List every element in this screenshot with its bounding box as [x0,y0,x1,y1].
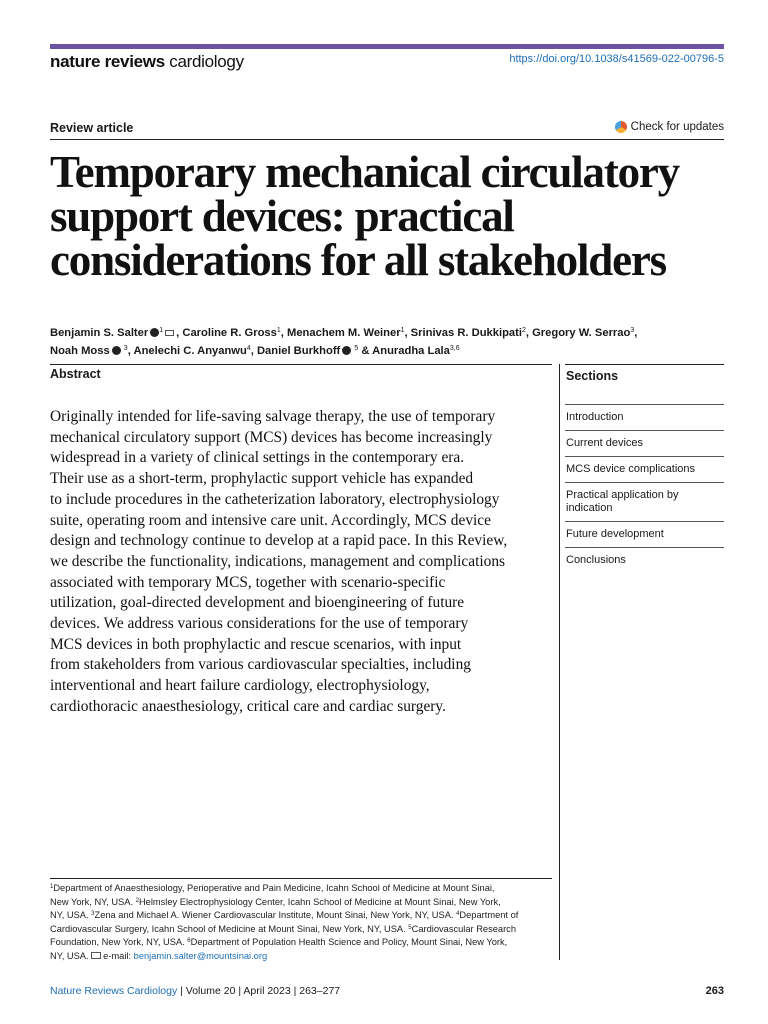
affiliations [50,882,555,964]
section-link-current-devices[interactable]: Current devices [565,430,724,456]
section-link-future-development[interactable]: Future development [565,521,724,547]
corresponding-email-link[interactable]: benjamin.salter@mountsinai.org [133,950,268,961]
abstract-line: Their use as a short-term, prophylactic support vehicle has expanded [50,470,474,488]
orcid-icon[interactable] [112,346,121,355]
title-line: Temporary mechanical circulatory [50,147,679,197]
author-name[interactable]: , Gregory W. Serrao [525,327,631,339]
author-name[interactable]: , Srinivas R. Dukkipati [404,327,522,339]
author-name[interactable]: & Anuradha Lala [358,345,450,357]
column-divider [559,364,560,960]
section-link-introduction[interactable]: Introduction [565,404,724,430]
affiliation-line: Foundation, New York, NY, USA. $^6$Department of Population Health Science and Policy, Mount Sinai, New York, [50,937,508,948]
abstract-line: we describe the functionality, indications, management and complications [50,552,506,570]
abstract-line: MCS devices in both prophylactic and rescue scenarios, with input [50,635,462,653]
section-link-practical-application[interactable]: Practical application by indication [565,482,724,521]
author-line: Noah Moss $^3$, Anelechi C. Anyanwu$^4$, Daniel Burkhoff $^5$ & Anuradha Lala$^{3,6}$ [50,345,460,357]
abstract-line: suite, operating room and intensive care unit. Accordingly, MCS device [50,511,491,529]
email-envelope-icon[interactable] [165,330,174,336]
check-updates-icon [615,121,627,133]
author-name[interactable]: Noah Moss [50,345,110,357]
abstract-text [50,407,554,718]
footer-journal-link[interactable]: Nature Reviews Cardiology [50,985,178,997]
author-name[interactable]: Benjamin S. Salter [50,327,149,339]
abstract-line: from stakeholders from various cardiovascular specialties, including [50,656,471,674]
orcid-icon[interactable] [150,328,159,337]
affiliation-line: NY, USA. e-mail: benjamin.salter@mountsinai.org [50,950,268,961]
abstract-line: to include procedures in the catheterization laboratory, electrophysiology [50,490,500,508]
author-name[interactable]: , Menachem M. Weiner [280,327,401,339]
check-updates-button[interactable] [615,121,724,133]
footer-citation: Nature Reviews Cardiology | Volume 20 | April 2023 | 263–277 [50,985,341,997]
abstract-line: cardiothoracic anaesthesiology, critical care and cardiac surgery. [50,697,446,715]
email-envelope-icon [91,952,101,959]
author-list [50,324,724,360]
abstract-line: devices. We address various considerations for the use of temporary [50,615,469,633]
orcid-icon[interactable] [342,346,351,355]
abstract-line: Originally intended for life-saving salvage therapy, the use of temporary [50,408,496,425]
author-name[interactable]: , Anelechi C. Anyanwu [127,345,247,357]
abstract-line: widespread in a variety of clinical settings in the contemporary era. [50,449,465,467]
author-name[interactable]: , Caroline R. Gross [176,327,277,339]
abstract-line: interventional and heart failure cardiology, electrophysiology, [50,677,430,695]
abstract-heading: Abstract [50,367,101,381]
affiliation-line: NY, USA. $^3$Zena and Michael A. Wiener Cardiovascular Institute, Mount Sinai, New York, NY, USA. $^4$Department of [50,910,519,921]
author-line: Benjamin S. Salter $^1$ , Caroline R. Gross$^1$, Menachem M. Weiner$^1$, Srinivas R. Dukkipati$^2$, Gregory W. Serrao$^3$, [50,327,638,339]
doi-link[interactable]: https://doi.org/10.1038/s41569-022-00796-5 [509,53,724,65]
sections-heading: Sections [566,369,619,383]
abstract-line: mechanical circulatory support (MCS) devices has become increasingly [50,428,493,446]
affiliation-line: New York, NY, USA. $^2$Helmsley Electrophysiology Center, Icahn School of Medicine at Mount Sinai, New York, [50,896,501,907]
article-title [50,147,724,285]
check-updates-label: Check for updates [630,121,724,133]
title-line: support devices: practical [50,191,514,241]
header-divider [50,139,724,140]
page-number: 263 [705,985,724,997]
affiliation-line: Cardiovascular Surgery, Icahn School of Medicine at Mount Sinai, New York, NY, USA. $^5$Cardiovascular Research [50,923,517,934]
title-line: considerations for all stakeholders [50,235,666,285]
article-type-label: Review article [50,121,134,135]
abstract-line: associated with temporary MCS, together with scenario-specific [50,573,446,591]
header-accent-bar [50,44,724,49]
author-name[interactable]: , Daniel Burkhoff [250,345,341,357]
abstract-line: design and technology continue to develop at a rapid pace. In this Review, [50,532,508,550]
journal-logo[interactable]: nature reviews cardiology [50,52,244,71]
section-link-complications[interactable]: MCS device complications [565,456,724,482]
footnote-divider [50,878,552,879]
affiliation-line: $^1$Department of Anaesthesiology, Perioperative and Pain Medicine, Icahn School of Medicine at Mount Sinai, [50,883,495,893]
sections-nav [565,404,724,573]
section-link-conclusions[interactable]: Conclusions [565,547,724,573]
abstract-divider [50,364,552,365]
sections-divider [565,364,724,365]
abstract-line: utilization, goal-directed development and bioengineering of future [50,594,465,612]
